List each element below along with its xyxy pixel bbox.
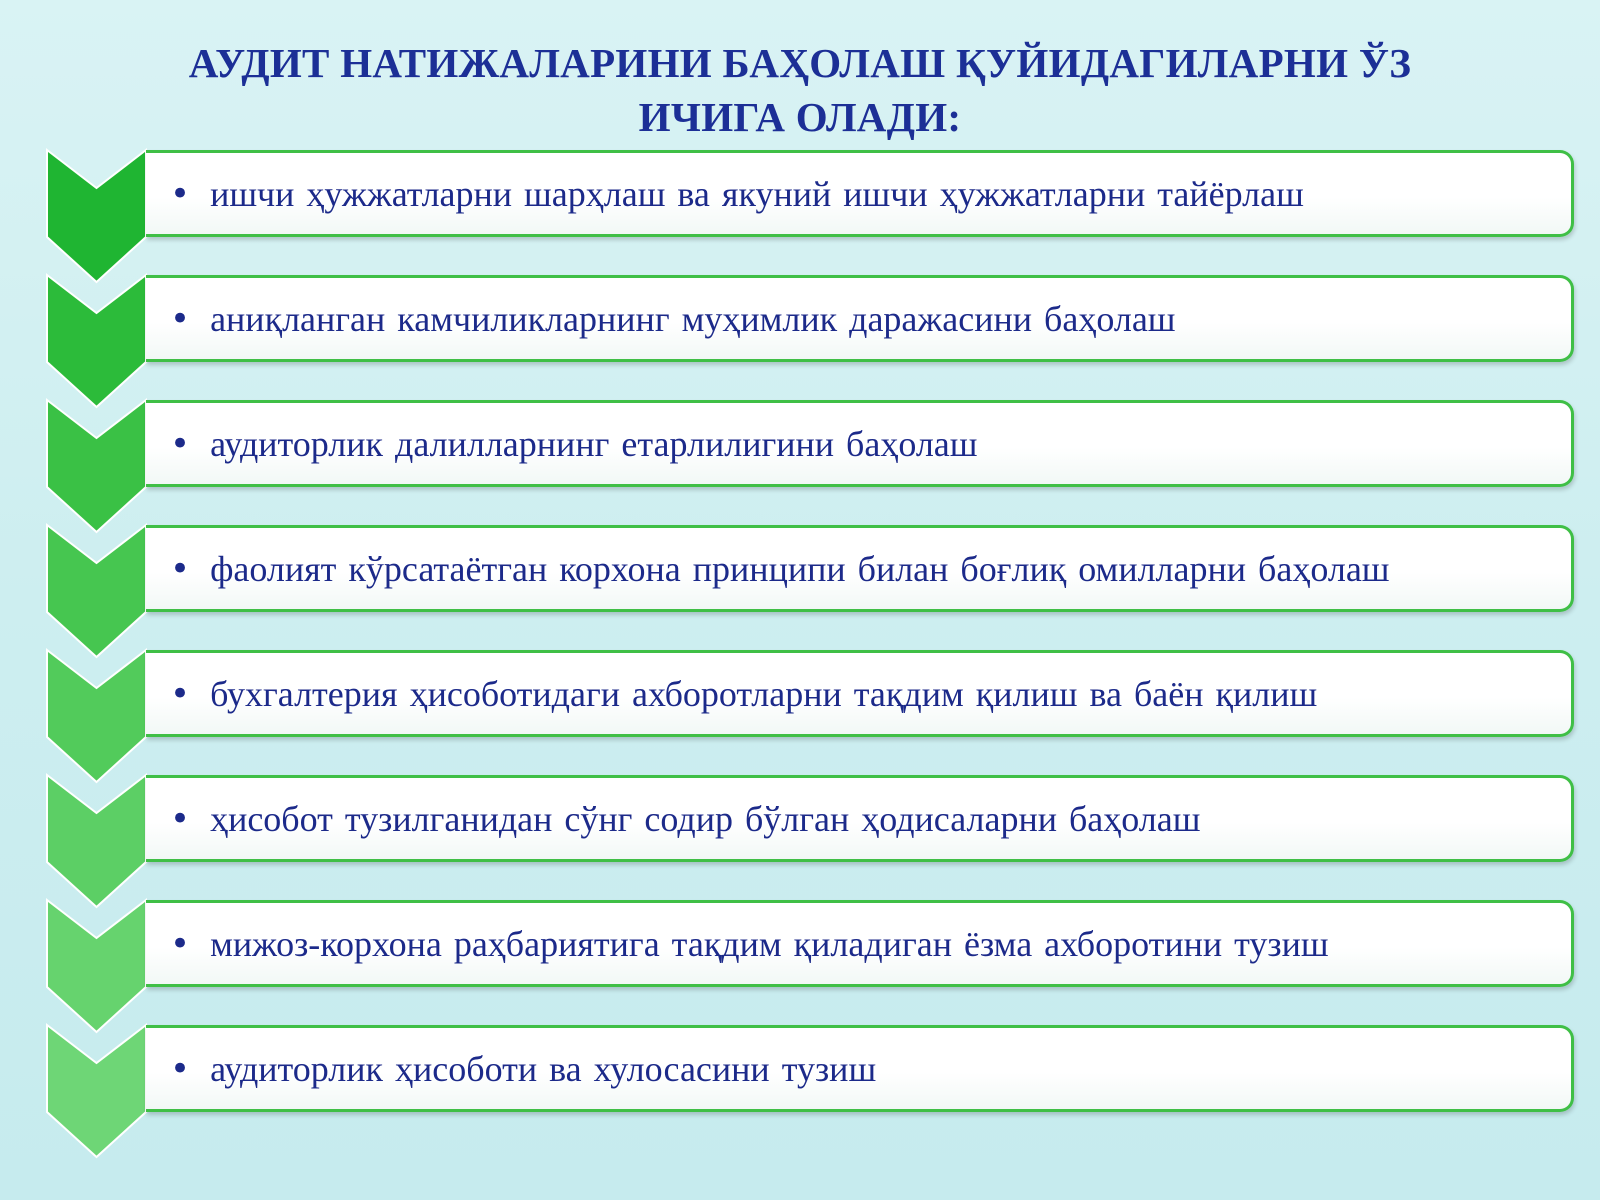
chevron-step-5 [47,650,146,782]
list-item [146,1025,1574,1112]
list-item [146,650,1574,737]
bullet-icon: • [170,1048,191,1089]
chevron-step-2 [47,275,146,407]
bullet-icon: • [170,298,191,339]
title-line-2: ИЧИГА ОЛАДИ: [638,94,962,140]
bullet-icon: • [170,798,191,839]
bullet-icon: • [170,548,191,589]
chevron-step-3 [47,400,146,532]
item-text: фаолият кўрсатаётган корхона принципи билан боғлиқ омилларни баҳолаш [210,548,1390,589]
chevron-step-8 [47,1025,146,1157]
list-item [146,900,1574,987]
title-line-1: АУДИТ НАТИЖАЛАРИНИ БАҲОЛАШ ҚУЙИДАГИЛАРНИ ЎЗ [188,40,1412,86]
list-item [146,525,1574,612]
chevron-step-1 [47,150,146,282]
chevron-step-4 [47,525,146,657]
item-text: ҳисобот тузилганидан сўнг содир бўлган ҳодисаларни баҳолаш [210,798,1201,839]
chevron-step-7 [47,900,146,1032]
item-text: аниқланган камчиликларнинг муҳимлик даражасини баҳолаш [210,298,1176,339]
item-text: бухгалтерия ҳисоботидаги ахборотларни тақдим қилиш ва баён қилиш [210,673,1318,714]
bullet-icon: • [170,173,191,214]
list-item [146,275,1574,362]
bullet-icon: • [170,423,191,464]
item-text: мижоз-корхона раҳбариятига тақдим қиладиган ёзма ахборотини тузиш [210,923,1329,964]
list-item [146,775,1574,862]
item-text: аудиторлик далилларнинг етарлилигини баҳолаш [210,423,978,464]
bullet-icon: • [170,923,191,964]
bullet-icon: • [170,673,191,714]
item-text: аудиторлик ҳисоботи ва хулосасини тузиш [210,1048,877,1089]
list-item [146,150,1574,237]
list-item [146,400,1574,487]
chevron-step-6 [47,775,146,907]
item-text: ишчи ҳужжатларни шарҳлаш ва якуний ишчи ҳужжатларни тайёрлаш [210,173,1304,214]
